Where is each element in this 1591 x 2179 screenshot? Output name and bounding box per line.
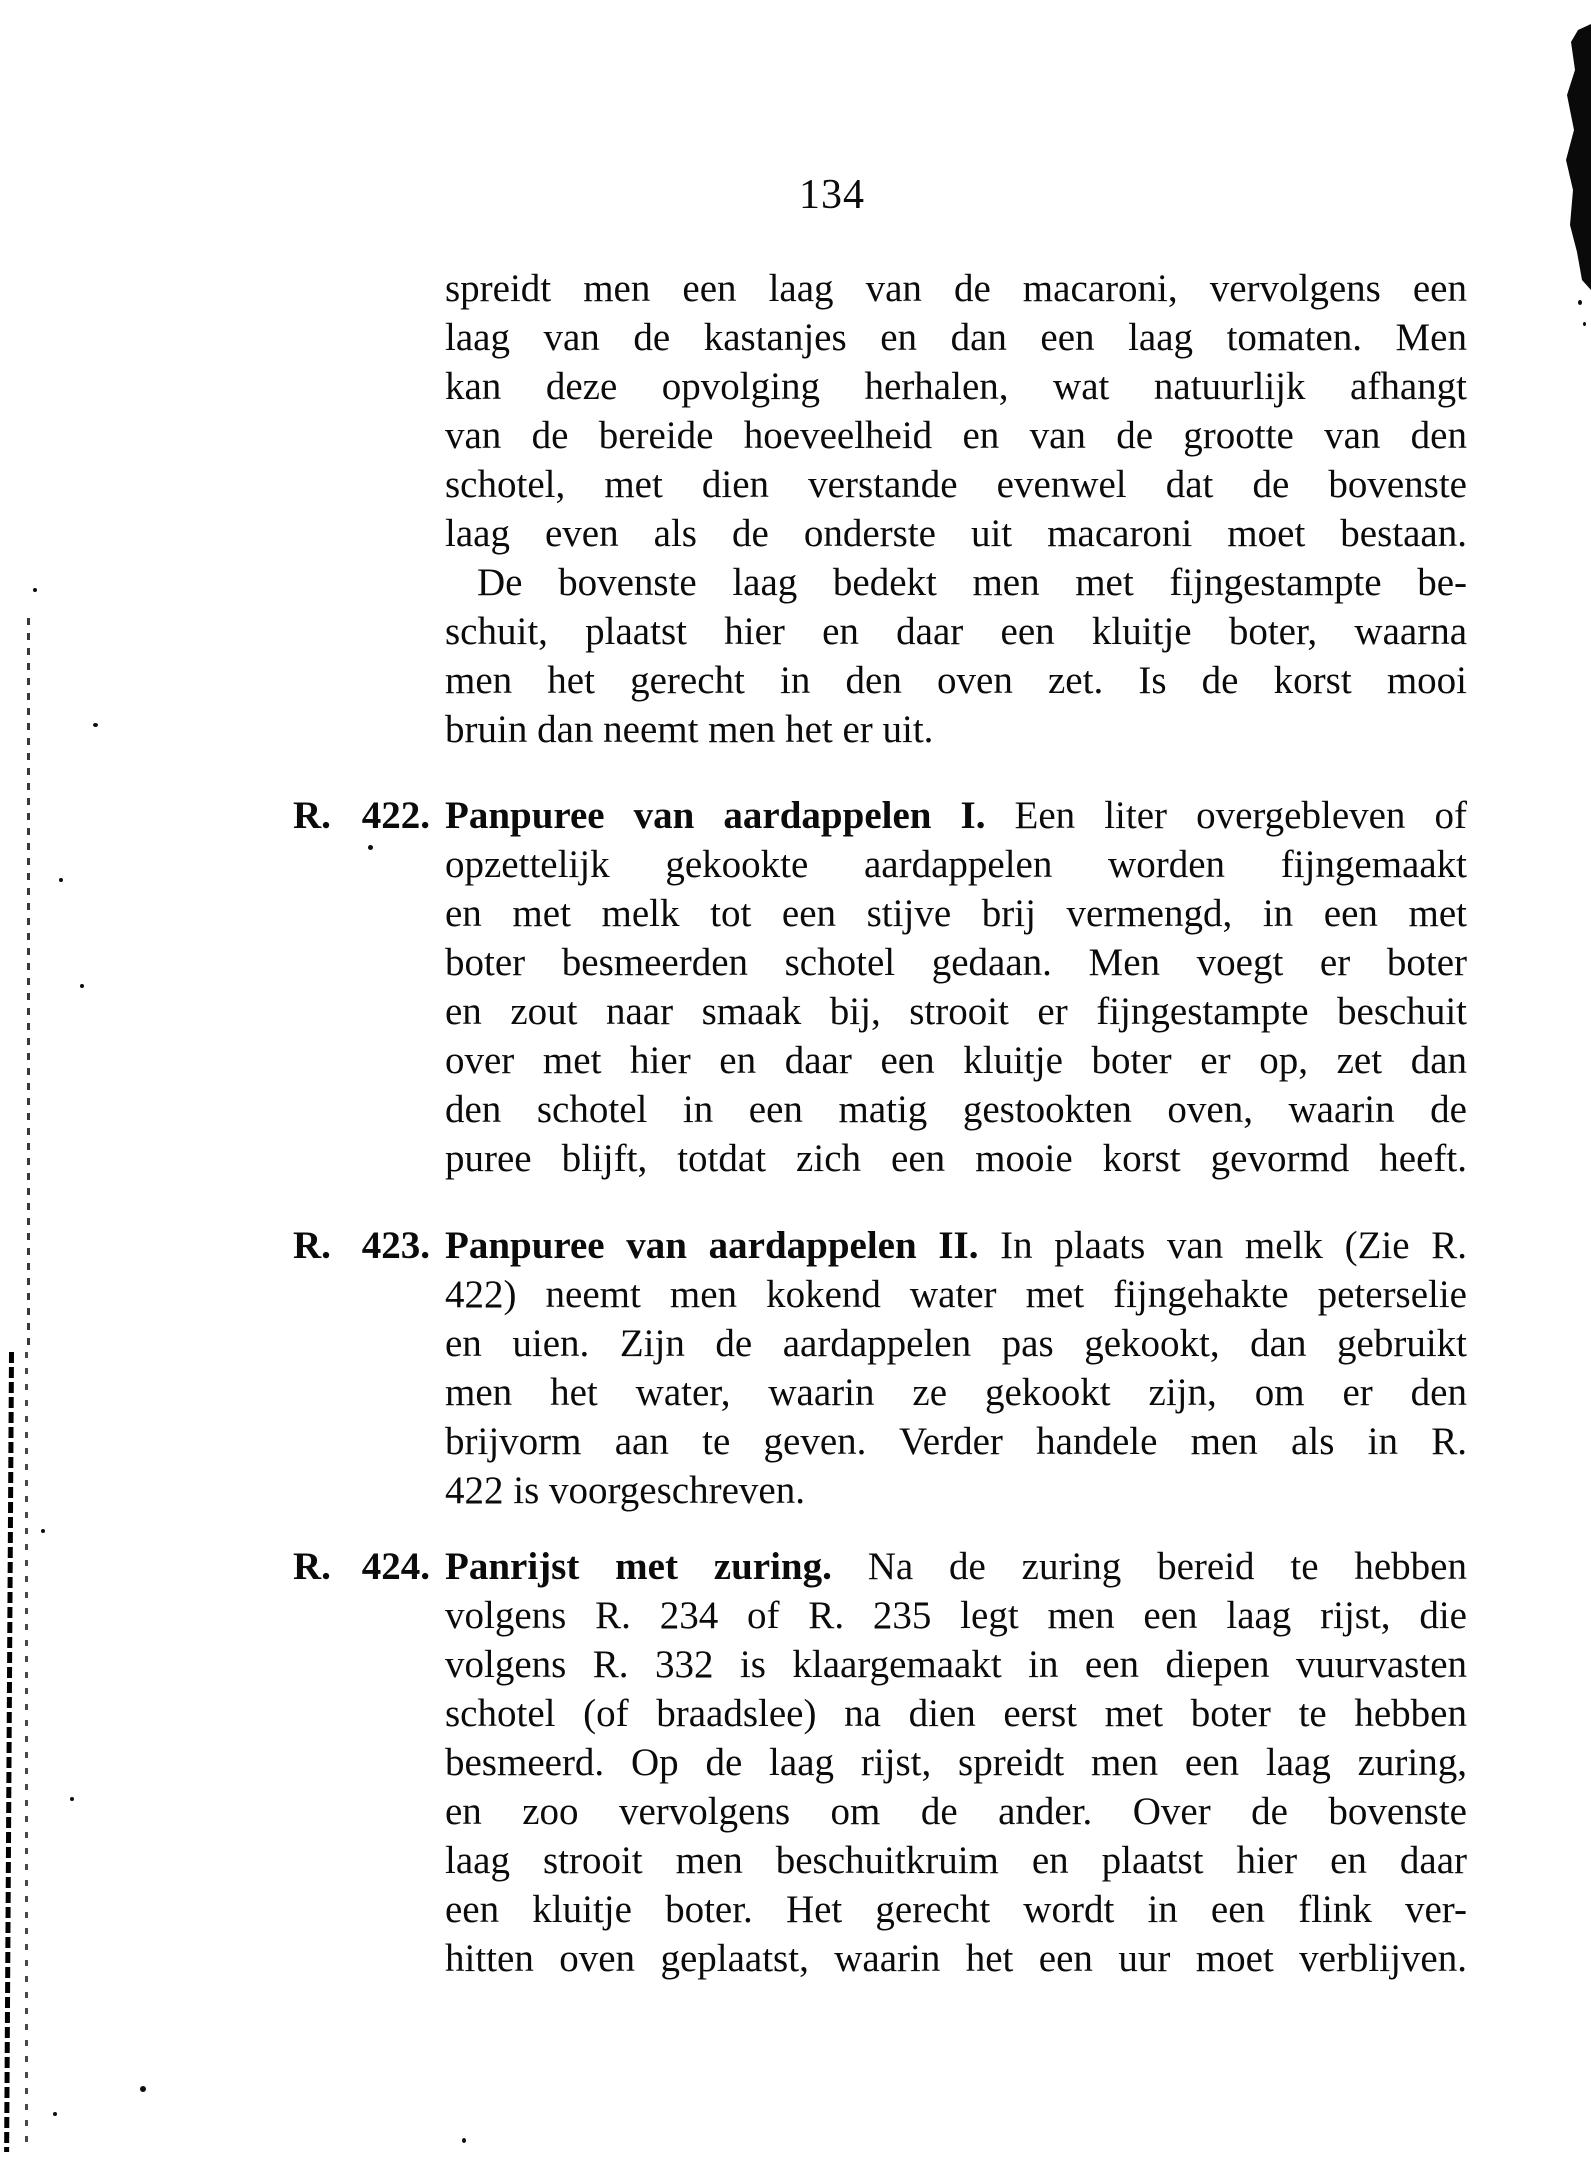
- scan-edge-blob-artifact: [1561, 24, 1591, 294]
- text-line: laag van de kastanjes en dan een laag tomaten. Men: [445, 316, 1467, 359]
- text-line: puree blijft, totdat zich een mooie korst gevormd heeft.: [445, 1137, 1467, 1180]
- scan-speck-artifact: [93, 723, 98, 727]
- text-line: van de bereide hoeveelheid en van de grootte van den: [445, 414, 1467, 457]
- text-line: schotel (of braadslee) na dien eerst met boter te hebben: [445, 1692, 1467, 1735]
- text-line: volgens R. 234 of R. 235 legt men een laag rijst, die: [445, 1594, 1467, 1637]
- text-line: en met melk tot een stijve brij vermengd, in een met: [445, 892, 1467, 935]
- text-line: schotel, met dien verstande evenwel dat de bovenste: [445, 463, 1467, 506]
- text-line: schuit, plaatst hier en daar een kluitje boter, waarna: [445, 610, 1467, 653]
- text-line: laag even als de onderste uit macaroni moet bestaan.: [445, 512, 1467, 555]
- recipe-heading: Panpuree van aardappelen I.: [445, 794, 986, 837]
- scan-binding-line-artifact: [4, 1352, 14, 2152]
- scan-speck-artifact: [70, 1797, 74, 1801]
- text-line: brijvorm aan te geven. Verder handele men als in R.: [445, 1420, 1467, 1463]
- text-line: bruin dan neemt men het er uit.: [445, 708, 934, 751]
- scan-speck-artifact: [1583, 322, 1586, 326]
- recipe-label: [293, 791, 430, 840]
- recipe-label: [293, 1221, 430, 1270]
- recipe-number: 422.: [361, 794, 430, 837]
- recipe-label-r: R.: [293, 1545, 331, 1588]
- text-line: volgens R. 332 is klaargemaakt in een diepen vuurvasten: [445, 1643, 1467, 1686]
- paragraph-continuation: [445, 264, 1467, 754]
- text-line: over met hier en daar een kluitje boter er op, zet dan: [445, 1039, 1467, 1082]
- text-line: men het gerecht in den oven zet. Is de korst mooi: [445, 659, 1467, 702]
- text-line: kan deze opvolging herhalen, wat natuurlijk afhangt: [445, 365, 1467, 408]
- text-line-rest: Na de zuring bereid te hebben: [831, 1545, 1467, 1588]
- scan-speck-artifact: [1578, 300, 1582, 305]
- text-line: [445, 1542, 1467, 1591]
- text-line: men het water, waarin ze gekookt zijn, om er den: [445, 1371, 1467, 1414]
- scan-speck-artifact: [59, 878, 63, 882]
- text-line: [445, 1221, 1467, 1270]
- text-line: en zoo vervolgens om de ander. Over de bovenste: [445, 1790, 1467, 1833]
- text-line: hitten oven geplaatst, waarin het een uur moet verblijven.: [445, 1937, 1467, 1980]
- text-line: besmeerd. Op de laag rijst, spreidt men een laag zuring,: [445, 1741, 1467, 1784]
- scan-speck-artifact: [140, 2086, 146, 2092]
- text-line: den schotel in een matig gestookten oven, waarin de: [445, 1088, 1467, 1131]
- text-line: en zout naar smaak bij, strooit er fijngestampte beschuit: [445, 990, 1467, 1033]
- scan-binding-line-artifact: [25, 1352, 28, 2147]
- recipe-number: 423.: [361, 1224, 430, 1267]
- text-line-rest: Een liter overgebleven of: [985, 794, 1467, 837]
- recipe-label-r: R.: [293, 794, 331, 837]
- text-line: spreidt men een laag van de macaroni, vervolgens een: [445, 267, 1467, 310]
- text-line: opzettelijk gekookte aardappelen worden fijngemaakt: [445, 843, 1467, 886]
- recipe-entry-423: [293, 1221, 1467, 1515]
- recipe-heading: Panpuree van aardappelen II.: [445, 1224, 979, 1267]
- scan-speck-artifact: [80, 984, 84, 988]
- text-line: laag strooit men beschuitkruim en plaatst hier en daar: [445, 1839, 1467, 1882]
- recipe-number: 424.: [361, 1545, 430, 1588]
- recipe-entry-424: [293, 1542, 1467, 1983]
- scan-speck-artifact: [41, 1529, 45, 1533]
- text-line: 422) neemt men kokend water met fijngehakte peterselie: [445, 1273, 1467, 1316]
- text-line: en uien. Zijn de aardappelen pas gekookt, dan gebruikt: [445, 1322, 1467, 1365]
- scan-binding-line-artifact: [27, 618, 30, 1348]
- text-line: boter besmeerden schotel gedaan. Men voegt er boter: [445, 941, 1467, 984]
- text-line-rest: In plaats van melk (Zie R.: [978, 1224, 1467, 1267]
- text-line: De bovenste laag bedekt men met fijngestampte be-: [477, 561, 1467, 604]
- text-line: 422 is voorgeschreven.: [445, 1469, 805, 1512]
- scan-speck-artifact: [33, 588, 37, 592]
- recipe-label-r: R.: [293, 1224, 331, 1267]
- recipe-entry-422: [293, 791, 1467, 1183]
- recipe-label: [293, 1542, 430, 1591]
- scan-speck-artifact: [368, 845, 373, 850]
- scan-speck-artifact: [462, 2138, 466, 2143]
- page-number: 134: [799, 172, 865, 218]
- scan-speck-artifact: [53, 2112, 57, 2116]
- recipe-heading: Panrijst met zuring.: [445, 1545, 832, 1588]
- text-line: [445, 791, 1467, 840]
- text-line: een kluitje boter. Het gerecht wordt in een flink ver-: [445, 1888, 1467, 1931]
